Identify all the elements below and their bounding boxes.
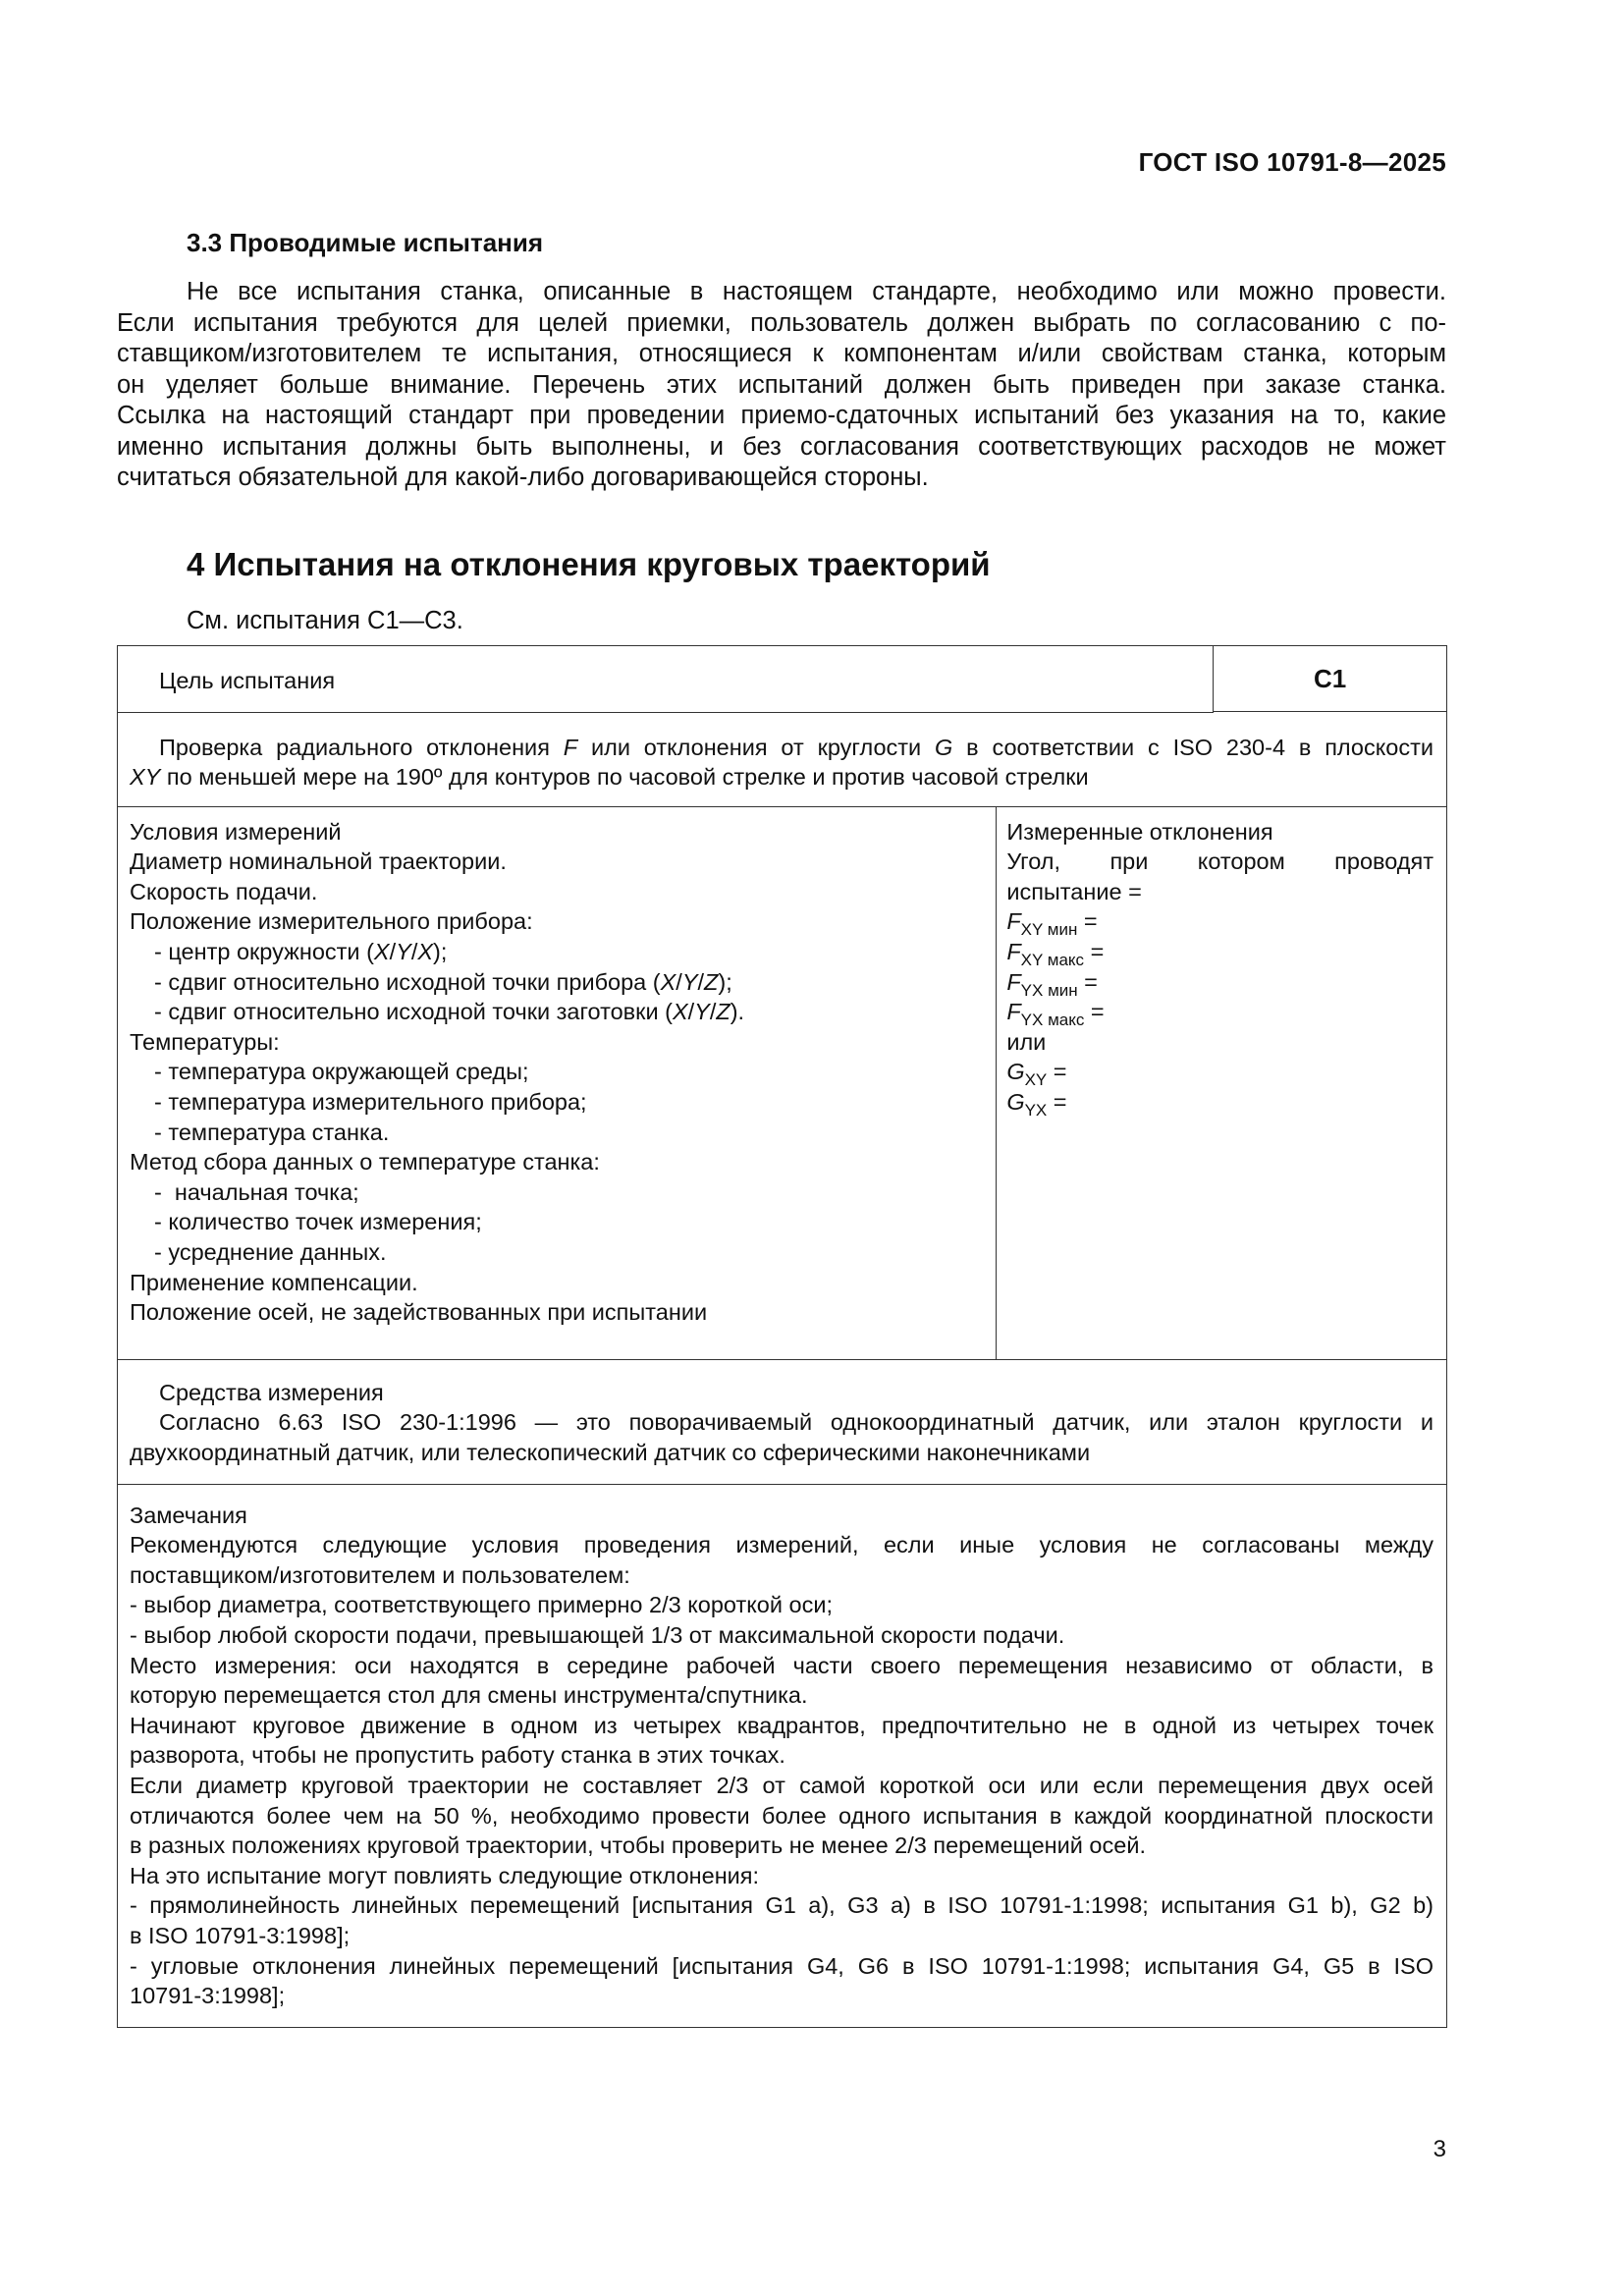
condition-item: - сдвиг относительно исходной точки заготовки (X/Y/Z). [154, 999, 745, 1025]
purpose-label: Цель испытания [159, 668, 336, 693]
condition-item: - сдвиг относительно исходной точки прибора (X/Y/Z); [154, 968, 732, 995]
means-title: Средства измерения [159, 1379, 384, 1405]
purpose-description [118, 712, 1447, 806]
purpose-line: XY по меньшей мере на 190º для контуров по часовой стрелке и против часовой стрелки [130, 764, 1089, 791]
conditions-title: Условия измерений [130, 818, 342, 845]
condition-item: Скорость подачи. [130, 878, 318, 904]
section-3-3-title: 3.3 Проводимые испытания [187, 228, 544, 257]
condition-item: - количество точек измерения; [154, 1209, 482, 1235]
condition-item: - температура измерительного прибора; [154, 1089, 587, 1116]
condition-item: Метод сбора данных о температуре станка: [130, 1149, 600, 1175]
paragraph-line: он уделяет больше внимание. Перечень этих испытаний должен быть приведен при заказе станка. [117, 370, 1446, 399]
paragraph-line: Не все испытания станка, описанные в настоящем стандарте, необходимо или можно провести. [187, 278, 1446, 305]
angle-line: испытание = [1006, 878, 1142, 904]
remarks-cell [118, 1484, 1447, 2027]
condition-item: - температура окружающей среды; [154, 1059, 529, 1085]
purpose-cell [118, 646, 1214, 713]
remark-line: - прямолинейность линейных перемещений [испытания G1 a), G3 a) в ISO 10791-1:1998; испытания G1 b), G2 b) [130, 1892, 1434, 1919]
or-label: или [1006, 1028, 1047, 1055]
condition-item: - температура станка. [154, 1119, 390, 1145]
remark-line: На это испытание могут повлиять следующие отклонения: [130, 1862, 760, 1888]
condition-item: - усреднение данных. [154, 1239, 387, 1265]
remark-line: Начинают круговое движение в одном из четырех квадрантов, предпочтительно не в одной из четырех точек [130, 1712, 1434, 1738]
angle-line: Угол, при котором проводят [1006, 848, 1434, 875]
test-code: C1 [1214, 646, 1447, 712]
remarks-body [118, 1485, 1446, 2017]
remark-line: отличаются более чем на 50 %, необходимо провести более одного испытания в каждой координатной плоскости [130, 1802, 1434, 1829]
remark-line: Если диаметр круговой траектории не составляет 2/3 от самой короткой оси или если перемещения двух осей [130, 1773, 1434, 1799]
means-line: Согласно 6.63 ISO 230-1:1996 — это поворачиваемый однокоординатный датчик, или эталон круглости и [159, 1409, 1434, 1436]
remark-line: в ISO 10791-3:1998]; [130, 1923, 351, 1948]
condition-item: Диаметр номинальной траектории. [130, 848, 507, 875]
remark-line: которую перемещается стол для смены инструмента/спутника. [130, 1682, 808, 1709]
paragraph-line: Ссылка на настоящий стандарт при проведении приемо-сдаточных испытаний без указания на то, какие [117, 402, 1446, 429]
page-number: 3 [1433, 2136, 1446, 2162]
measured-deviations-cell [997, 806, 1447, 1359]
measured-title: Измеренные отклонения [1006, 818, 1273, 845]
remark-line: Рекомендуются следующие условия проведения измерений, если иные условия не согласованы между [130, 1532, 1434, 1558]
remarks-title: Замечания [130, 1502, 247, 1528]
condition-item: - центр окружности (X/Y/X); [154, 939, 448, 965]
g-xy: $G_{XY}$ = [1006, 1059, 1067, 1090]
see-tests-note: См. испытания С1—С3. [187, 607, 463, 634]
remark-line: 10791-3:1998]; [130, 1983, 286, 2009]
condition-item: - начальная точка; [154, 1178, 359, 1205]
purpose-line: Проверка радиального отклонения F или отклонения от круглости G в соответствии с ISO 230-4 в плоскости [159, 734, 1434, 760]
paragraph-line: считаться обязательной для какой-либо договаривающейся стороны. [117, 464, 929, 491]
remark-line: поставщиком/изготовителем и пользователем: [130, 1561, 630, 1588]
document-header: ГОСТ ISO 10791-8—2025 [1138, 147, 1446, 177]
paragraph-line: Если испытания требуются для целей приемки, пользователь должен выбрать по согласованию с по- [117, 308, 1446, 337]
section-4-title: 4 Испытания на отклонения круговых траекторий [187, 546, 991, 582]
remark-line: разворота, чтобы не пропустить работу станка в этих точках. [130, 1742, 785, 1769]
test-table [117, 645, 1447, 2028]
conditions-cell [118, 806, 997, 1359]
measuring-means-cell [118, 1359, 1447, 1484]
f-xy-min: $F_{XY мин}$ = [1006, 908, 1098, 940]
g-yx: $G_{YX}$ = [1006, 1089, 1067, 1121]
remark-line: - угловые отклонения линейных перемещений [испытания G4, G6 в ISO 10791-1:1998; испытания G4, G5 в ISO [130, 1952, 1434, 1979]
remark-line: в разных положениях круговой траектории, чтобы проверить не менее 2/3 перемещений осей. [130, 1832, 1146, 1859]
condition-item: Температуры: [130, 1028, 280, 1055]
paragraph-line: ставщиком/изготовителем те испытания, относящиеся к компонентам и/или свойствам станка, которым [117, 340, 1446, 367]
means-line: двухкоординатный датчик, или телескопический датчик со сферическими наконечниками [130, 1439, 1091, 1465]
remark-line: - выбор любой скорости подачи, превышающей 1/3 от максимальной скорости подачи. [130, 1622, 1065, 1649]
condition-item: Применение компенсации. [130, 1269, 418, 1295]
remark-line: - выбор диаметра, соответствующего примерно 2/3 короткой оси; [130, 1592, 833, 1618]
f-yx-max: $F_{YX макс}$ = [1006, 999, 1105, 1030]
condition-item: Положение осей, не задействованных при испытании [130, 1299, 708, 1326]
f-yx-min: $F_{YX мин}$ = [1006, 968, 1098, 1000]
condition-item: Положение измерительного прибора: [130, 908, 533, 935]
section-3-3-paragraph [117, 277, 1446, 494]
remark-line: Место измерения: оси находятся в середине рабочей части своего перемещения независимо от области, в [130, 1652, 1434, 1678]
paragraph-line: именно испытания должны быть выполнены, и без согласования соответствующих расходов не может [117, 432, 1446, 461]
f-xy-max: $F_{XY макс}$ = [1006, 939, 1105, 970]
